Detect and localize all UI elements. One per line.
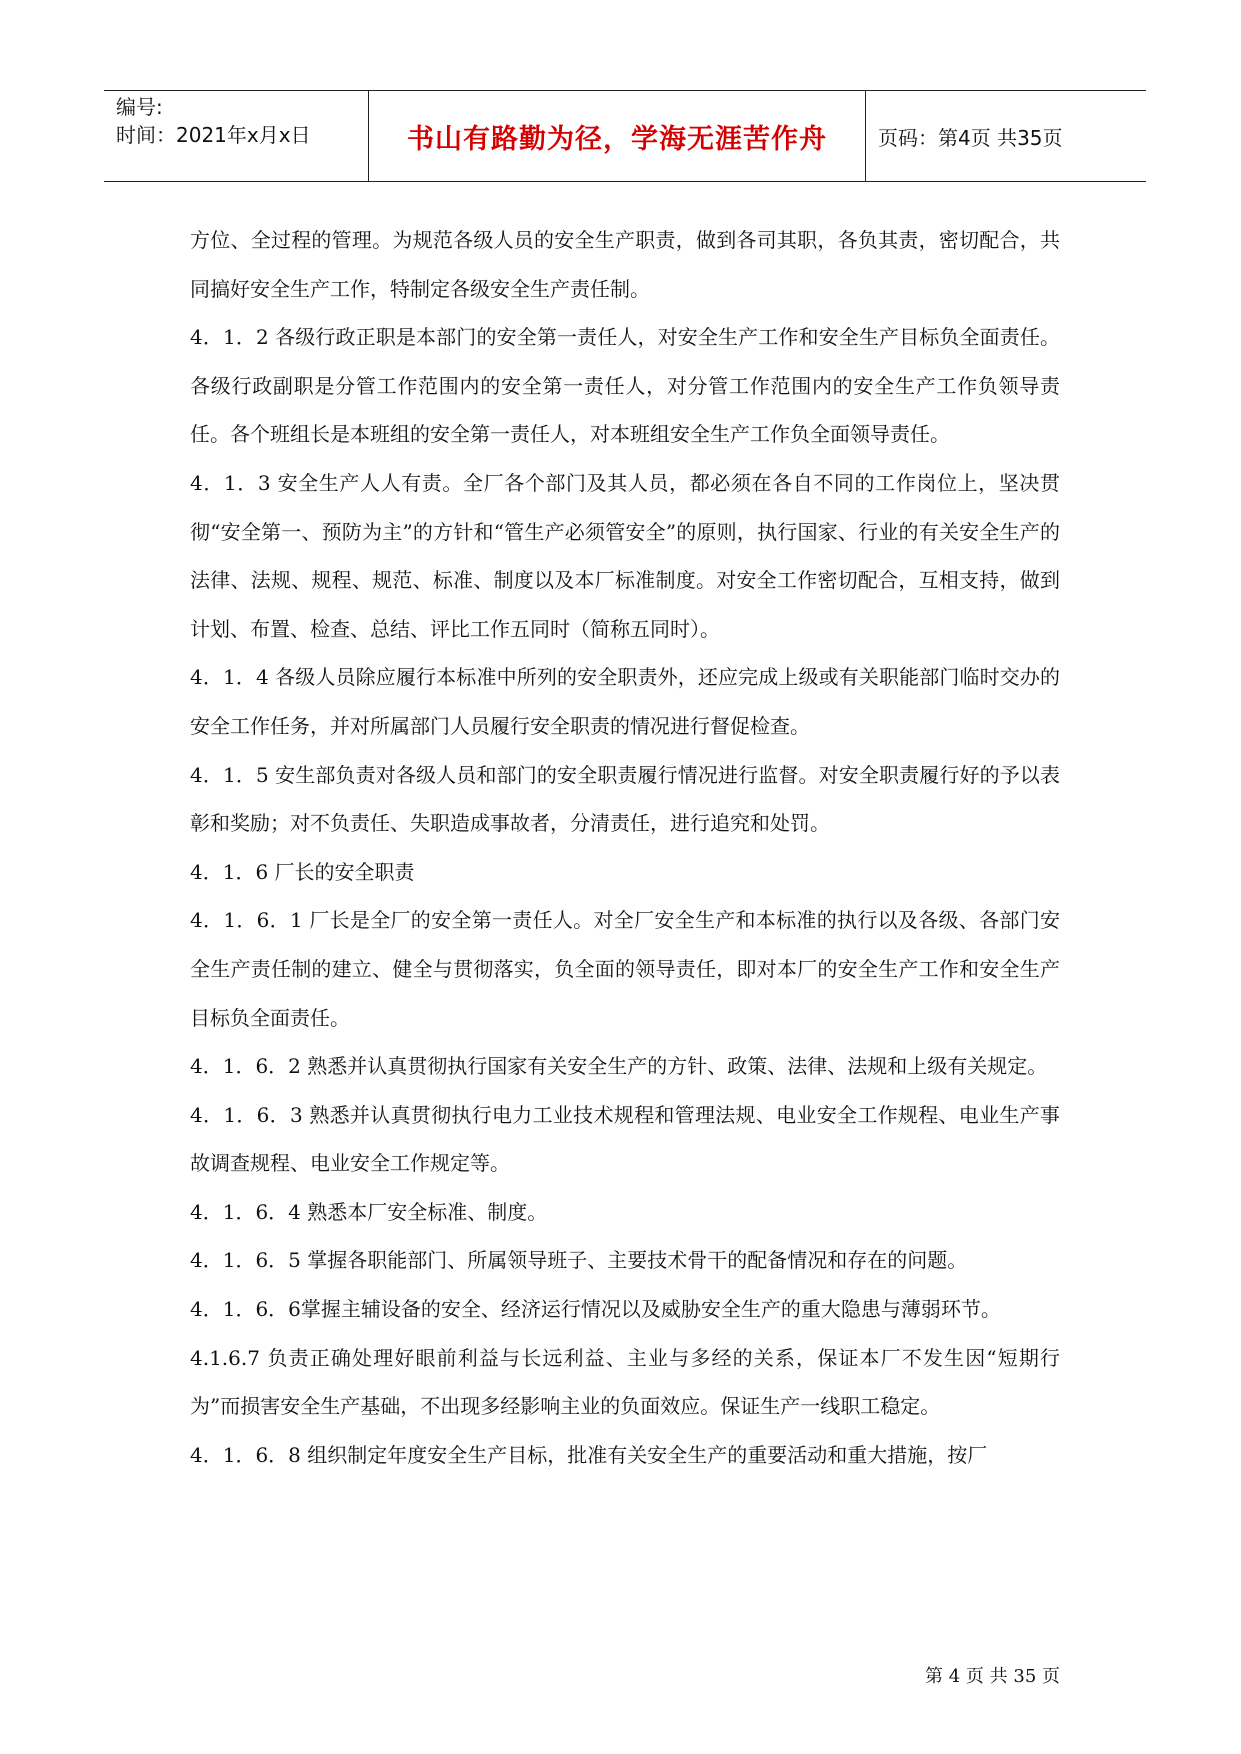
document-body [190,216,1060,1479]
header-motto: 书山有路勤为径，学海无涯苦作舟 [369,91,866,181]
paragraph: 4．1．2 各级行政正职是本部门的安全第一责任人，对安全生产工作和安全生产目标负全面责任。各级行政副职是分管工作范围内的安全第一责任人，对分管工作范围内的安全生产工作负领导责任。各个班组长是本班组的安全第一责任人，对本班组安全生产工作负全面领导责任。 [190,325,1060,447]
paragraph: 4．1．3 安全生产人人有责。全厂各个部门及其人员，都必须在各自不同的工作岗位上，坚决贯彻“安全第一、预防为主”的方针和“管生产必须管安全”的原则，执行国家、行业的有关安全生产的法律、法规、规程、规范、标准、制度以及本厂标准制度。对安全工作密切配合，互相支持，做到计划、布置、检查、总结、评比工作五同时（简称五同时）。 [190,470,1060,641]
paragraph: 4．1．6．4 熟悉本厂安全标准、制度。 [190,1199,548,1224]
paragraph: 4．1．4 各级人员除应履行本标准中所列的安全职责外，还应完成上级或有关职能部门临时交办的安全工作任务，并对所属部门人员履行安全职责的情况进行督促检查。 [190,665,1060,738]
header-meta [104,91,369,181]
document-number-label: 编号: [116,95,163,119]
document-date: 时间：2021年x月x日 [116,123,311,147]
page-footer: 第 4 页 共 35 页 [925,1666,1060,1687]
page-header [104,90,1146,182]
paragraph: 4.1.6.7 负责正确处理好眼前利益与长远利益、主业与多经的关系，保证本厂不发生因“短期行为”而损害安全生产基础，不出现多经影响主业的负面效应。保证生产一线职工稳定。 [190,1345,1060,1419]
paragraph: 4．1．6．3 熟悉并认真贯彻执行电力工业技术规程和管理法规、电业安全工作规程、电业生产事故调查规程、电业安全工作规定等。 [190,1102,1060,1176]
section-heading: 4．1．6 厂长的安全职责 [190,859,415,884]
paragraph: 方位、全过程的管理。为规范各级人员的安全生产职责，做到各司其职，各负其责，密切配合，共同搞好安全生产工作，特制定各级安全生产责任制。 [190,228,1060,301]
paragraph: 4．1．5 安生部负责对各级人员和部门的安全职责履行情况进行监督。对安全职责履行好的予以表彰和奖励；对不负责任、失职造成事故者，分清责任，进行追究和处罚。 [190,762,1060,836]
paragraph: 4．1．6．8 组织制定年度安全生产目标，批准有关安全生产的重要活动和重大措施，按厂 [190,1442,988,1467]
header-page-info: 页码：第4页 共35页 [878,125,1063,150]
paragraph: 4．1．6．2 熟悉并认真贯彻执行国家有关安全生产的方针、政策、法律、法规和上级有关规定。 [190,1054,1048,1079]
paragraph: 4．1．6．1 厂长是全厂的安全第一责任人。对全厂安全生产和本标准的执行以及各级、各部门安全生产责任制的建立、健全与贯彻落实，负全面的领导责任，即对本厂的安全生产工作和安全生产目标负全面责任。 [190,908,1060,1030]
paragraph: 4．1．6．6掌握主辅设备的安全、经济运行情况以及威胁安全生产的重大隐患与薄弱环节。 [190,1297,1001,1322]
paragraph: 4．1．6．5 掌握各职能部门、所属领导班子、主要技术骨干的配备情况和存在的问题。 [190,1248,968,1273]
